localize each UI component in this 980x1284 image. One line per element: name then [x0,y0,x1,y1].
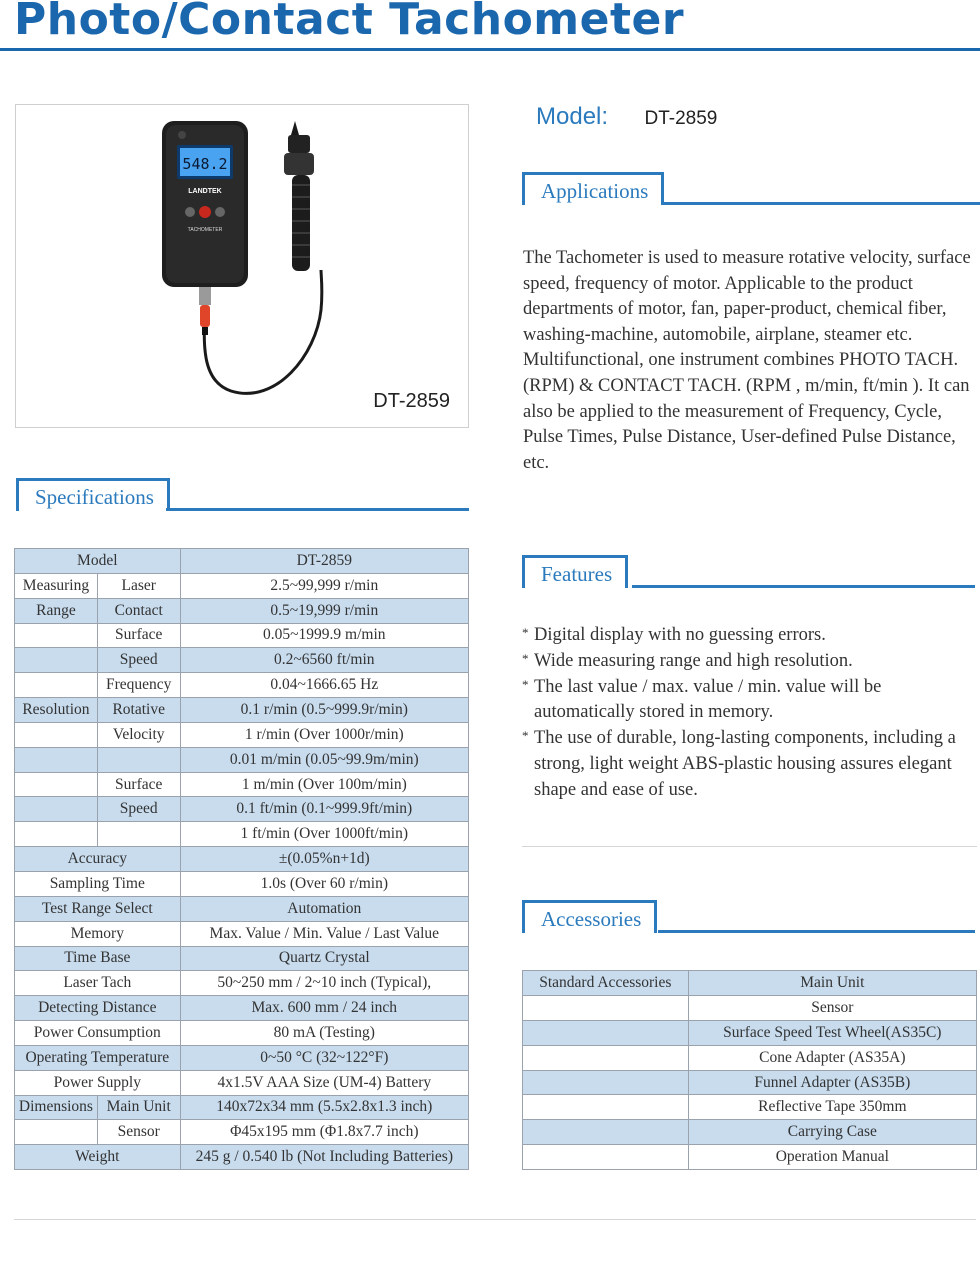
spec-value: ±(0.05%n+1d) [180,847,468,872]
spec-value: 0.04~1666.65 Hz [180,673,468,698]
spec-label: Time Base [15,946,181,971]
spec-value: 0.01 m/min (0.05~99.9m/min) [180,747,468,772]
accessory-row [523,971,977,996]
spec-row [15,1145,469,1170]
spec-row [15,573,469,598]
feature-item: * The use of durable, long-lasting components, including a strong, light weight ABS-plastic housing assures elegant shape and ease of use. [522,728,956,800]
spec-value: 245 g / 0.540 lb (Not Including Batteries) [180,1145,468,1170]
accessories-table [522,970,977,1170]
accessory-blank [523,1045,689,1070]
spec-sublabel: Contact [97,598,180,623]
spec-row [15,1095,469,1120]
spec-row [15,896,469,921]
spec-row [15,1021,469,1046]
spec-group [15,772,98,797]
spec-row [15,971,469,996]
device-label: TACHOMETER [187,227,223,233]
spec-value: 0.1 r/min (0.5~999.9r/min) [180,698,468,723]
features-rule [632,585,975,588]
accessory-row [523,1120,977,1145]
accessory-item: Sensor [688,995,976,1020]
applications-rule [664,202,980,205]
spec-group [15,648,98,673]
spec-value: Automation [180,896,468,921]
spec-value: 1.0s (Over 60 r/min) [180,871,468,896]
spec-row [15,996,469,1021]
spec-label: Accuracy [15,847,181,872]
specifications-header [16,478,469,516]
spec-value: 1 ft/min (Over 1000ft/min) [180,822,468,847]
spec-sublabel: Frequency [97,673,180,698]
title-underline [0,48,980,51]
spec-sublabel: Sensor [97,1120,180,1145]
spec-value: 0.05~1999.9 m/min [180,623,468,648]
spec-value: 80 mA (Testing) [180,1021,468,1046]
spec-value: 4x1.5V AAA Size (UM-4) Battery [180,1070,468,1095]
spec-group [15,747,98,772]
spec-value: 50~250 mm / 2~10 inch (Typical), [180,971,468,996]
spec-group [15,1120,98,1145]
accessory-row [523,995,977,1020]
spec-label: Sampling Time [15,871,181,896]
spec-group: Range [15,598,98,623]
spec-row [15,946,469,971]
spec-sublabel: Main Unit [97,1095,180,1120]
photo-caption: DT-2859 [373,390,450,412]
brand-logo: LANDTEK [188,188,222,195]
accessory-item: Reflective Tape 350mm [688,1095,976,1120]
features-list [522,623,980,804]
model-line [536,103,717,131]
accessory-blank [523,1095,689,1120]
spec-value: 1 m/min (Over 100m/min) [180,772,468,797]
feature-item: * Wide measuring range and high resolution. [522,650,853,671]
spec-sublabel: Surface [97,772,180,797]
accessories-header [522,900,980,938]
spec-row [15,598,469,623]
spec-row [15,549,469,574]
divider [522,846,977,847]
bottom-divider [14,1219,976,1220]
feature-item: * Digital display with no guessing errors. [522,625,826,645]
spec-row [15,921,469,946]
accessory-row [523,1145,977,1170]
accessory-row [523,1045,977,1070]
spec-value: 0.1 ft/min (0.1~999.9ft/min) [180,797,468,822]
spec-row [15,797,469,822]
features-heading: Features [522,555,628,588]
spec-label: Laser Tach [15,971,181,996]
specifications-heading: Specifications [16,478,170,511]
accessories-rule [658,930,975,933]
tachometer-illustration [16,105,468,427]
accessories-label: Standard Accessories [523,971,689,996]
spec-row [15,1070,469,1095]
product-photo [15,104,469,428]
spec-value: 140x72x34 mm (5.5x2.8x1.3 inch) [180,1095,468,1120]
spec-label: Detecting Distance [15,996,181,1021]
accessory-row [523,1095,977,1120]
spec-value: Φ45x195 mm (Φ1.8x7.7 inch) [180,1120,468,1145]
model-key: Model: [536,103,609,130]
spec-value: 0.2~6560 ft/min [180,648,468,673]
spec-group [15,623,98,648]
accessory-blank [523,1070,689,1095]
page-title: Photo/Contact Tachometer [14,0,685,45]
spec-label: Memory [15,921,181,946]
applications-heading: Applications [522,172,664,205]
accessory-item: Cone Adapter (AS35A) [688,1045,976,1070]
spec-row [15,1045,469,1070]
spec-sublabel: Laser [97,573,180,598]
specifications-table [14,548,469,1170]
spec-group [15,673,98,698]
spec-value: 0.5~19,999 r/min [180,598,468,623]
spec-value: 1 r/min (Over 1000r/min) [180,722,468,747]
accessory-item: Operation Manual [688,1145,976,1170]
spec-row [15,698,469,723]
spec-sublabel: Surface [97,623,180,648]
spec-label: Operating Temperature [15,1045,181,1070]
accessory-row [523,1020,977,1045]
spec-sublabel: Rotative [97,698,180,723]
spec-row [15,847,469,872]
accessory-row [523,1070,977,1095]
spec-sublabel [97,822,180,847]
applications-text [523,246,980,476]
spec-value: Quartz Crystal [180,946,468,971]
applications-header [522,172,980,210]
spec-group: Dimensions [15,1095,98,1120]
spec-group [15,822,98,847]
features-header [522,555,980,593]
spec-row [15,871,469,896]
spec-sublabel [97,747,180,772]
spec-label: Power Consumption [15,1021,181,1046]
spec-group [15,797,98,822]
spec-sublabel: Speed [97,648,180,673]
accessory-item: Funnel Adapter (AS35B) [688,1070,976,1095]
model-value: DT-2859 [644,108,718,129]
spec-value: Max. 600 mm / 24 inch [180,996,468,1021]
accessory-blank [523,995,689,1020]
accessory-blank [523,1120,689,1145]
spec-row [15,648,469,673]
spec-value: 0~50 °C (32~122°F) [180,1045,468,1070]
display-reading: 548.2 [182,155,228,173]
spec-label: Test Range Select [15,896,181,921]
feature-item: * The last value / max. value / min. value will be automatically stored in memory. [522,676,882,723]
accessories-heading: Accessories [522,900,657,933]
spec-row [15,747,469,772]
spec-group: Resolution [15,698,98,723]
spec-value: DT-2859 [180,549,468,574]
spec-row [15,1120,469,1145]
spec-row [15,772,469,797]
spec-label: Model [15,549,181,574]
spec-row [15,623,469,648]
spec-label: Power Supply [15,1070,181,1095]
accessory-item: Main Unit [688,971,976,996]
spec-sublabel: Speed [97,797,180,822]
spec-label: Weight [15,1145,181,1170]
accessory-blank [523,1020,689,1045]
spec-row [15,673,469,698]
applications-para-1: The Tachometer is used to measure rotative velocity, surface speed, frequency of motor. Applicable to the product departments of motor, fan, paper-product, chemical fiber, washing-machine, automobile, airplane, steamer etc. [523,248,971,345]
spec-value: 2.5~99,999 r/min [180,573,468,598]
spec-row [15,722,469,747]
applications-para-2: Multifunctional, one instrument combines PHOTO TACH.(RPM) & CONTACT TACH. (RPM , m/min, ft/min ). It can also be applied to the measurement of Frequency, Cycle, Pulse Times, Pulse Distance, User-defined Pulse Distance, etc. [523,350,970,473]
specifications-rule [166,508,469,511]
spec-row [15,822,469,847]
accessory-blank [523,1145,689,1170]
accessory-item: Surface Speed Test Wheel(AS35C) [688,1020,976,1045]
spec-group [15,722,98,747]
accessory-item: Carrying Case [688,1120,976,1145]
spec-value: Max. Value / Min. Value / Last Value [180,921,468,946]
spec-group: Measuring [15,573,98,598]
spec-sublabel: Velocity [97,722,180,747]
